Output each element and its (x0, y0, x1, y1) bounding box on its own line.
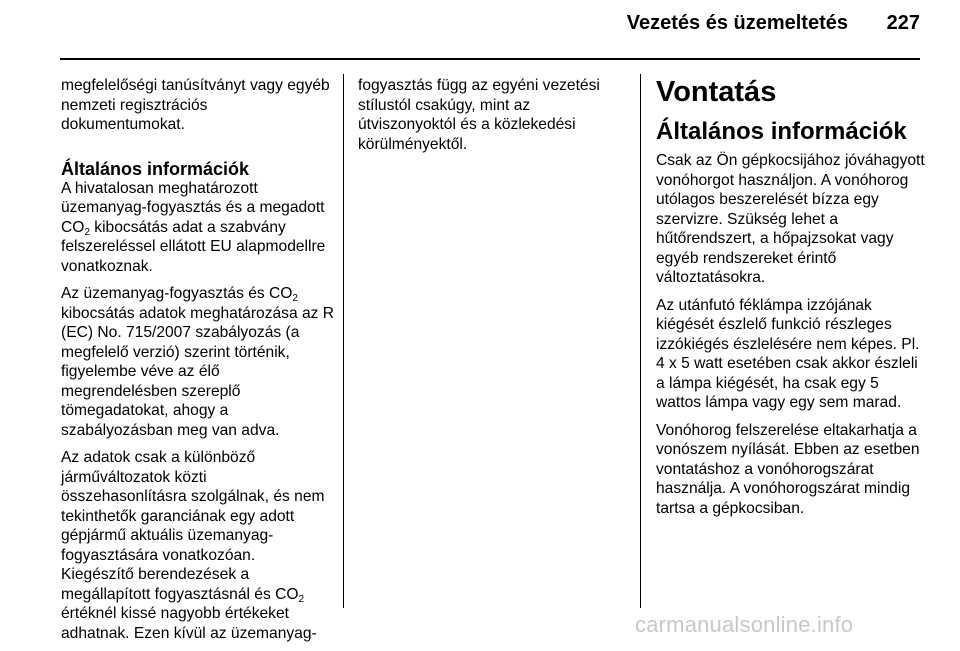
page-header (0, 0, 960, 60)
paragraph (61, 284, 335, 440)
text-run: kibocsátás adat a szabvány felszereléssel ellátott EU alapmodellre vonatkoznak. (61, 218, 326, 275)
column-left (61, 76, 335, 651)
text-run: Kiegészítő berendezések a megállapított fogyasztásnál és CO (61, 566, 299, 603)
paragraph: Az utánfutó féklámpa izzójának kiégését észlelő funkció részleges izzókiégés észlelésére nem képes. Pl. 4 x 5 watt esetében csak akkor észleli a lámpa kiégését, ha csak egy 5 wattos lámpa vagy egy sem marad. (656, 296, 920, 411)
section-title: Vontatás (656, 76, 777, 108)
watermark-text: carmanualsonline.info (635, 612, 854, 637)
text-run: kibocsátás adatok meghatározása az R (EC) No. 715/2007 szabályozás (a megfelelő verzió) szerint történik, figyelembe véve az élő megrendelésben szereplő tömegadatokat, ahogy a szabályozásban meg van adva. (61, 304, 335, 439)
header-title: Vezetés és üzemeltetés (626, 12, 848, 34)
paragraph: megfelelőségi tanúsítványt vagy egyéb nemzeti regisztrációs dokumentumokat. (61, 77, 330, 133)
section-heading: Általános információk (656, 118, 907, 145)
paragraph (61, 565, 335, 643)
subscript: 2 (84, 226, 90, 238)
page-number: 227 (886, 12, 920, 34)
section-heading: Általános információk (61, 158, 250, 179)
paragraph: fogyasztás függ az egyéni vezetési stílustól csakúgy, mint az útviszonyoktól és a közlekedési körülményektől. (358, 77, 600, 153)
column-divider (343, 74, 344, 608)
subscript: 2 (292, 293, 298, 304)
paragraph: Az adatok csak a különböző járműváltozatok közti összehasonlításra szolgálnak, és nem tekinthetők garanciának egy adott gépjármű aktuális üzemanyag-fogyasztására vonatkozóan. (61, 449, 325, 564)
text-run: A hivatalosan meghatározott üzemanyag-fogyasztás és a megadott CO (61, 179, 325, 236)
paragraph: Vonóhorog felszerelése eltakarhatja a vonószem nyílását. Ebben az esetben vontatáshoz a vonóhorogszárat használja. A vonóhorogszárat mindig tartsa a gépkocsiban. (656, 421, 920, 517)
paragraph: Csak az Ön gépkocsijához jóváhagyott vonóhorgot használjon. A vonóhorog utólagos beszerelését bízza egy szervizre. Szükség lehet a hűtőrendszert, a hőpajzsokat vagy egyéb rendszereket érintő változtatásokra. (656, 152, 925, 286)
column-middle (358, 76, 628, 162)
text-run: Az üzemanyag-fogyasztás és CO (61, 285, 293, 302)
column-right (656, 76, 926, 526)
column-divider (640, 74, 641, 608)
paragraph (61, 179, 335, 277)
text-run: értéknél kissé nagyobb értékeket adhatnak. Ezen kívül az üzemanyag- (61, 605, 317, 642)
header-rule (60, 58, 920, 60)
subscript: 2 (298, 593, 305, 605)
